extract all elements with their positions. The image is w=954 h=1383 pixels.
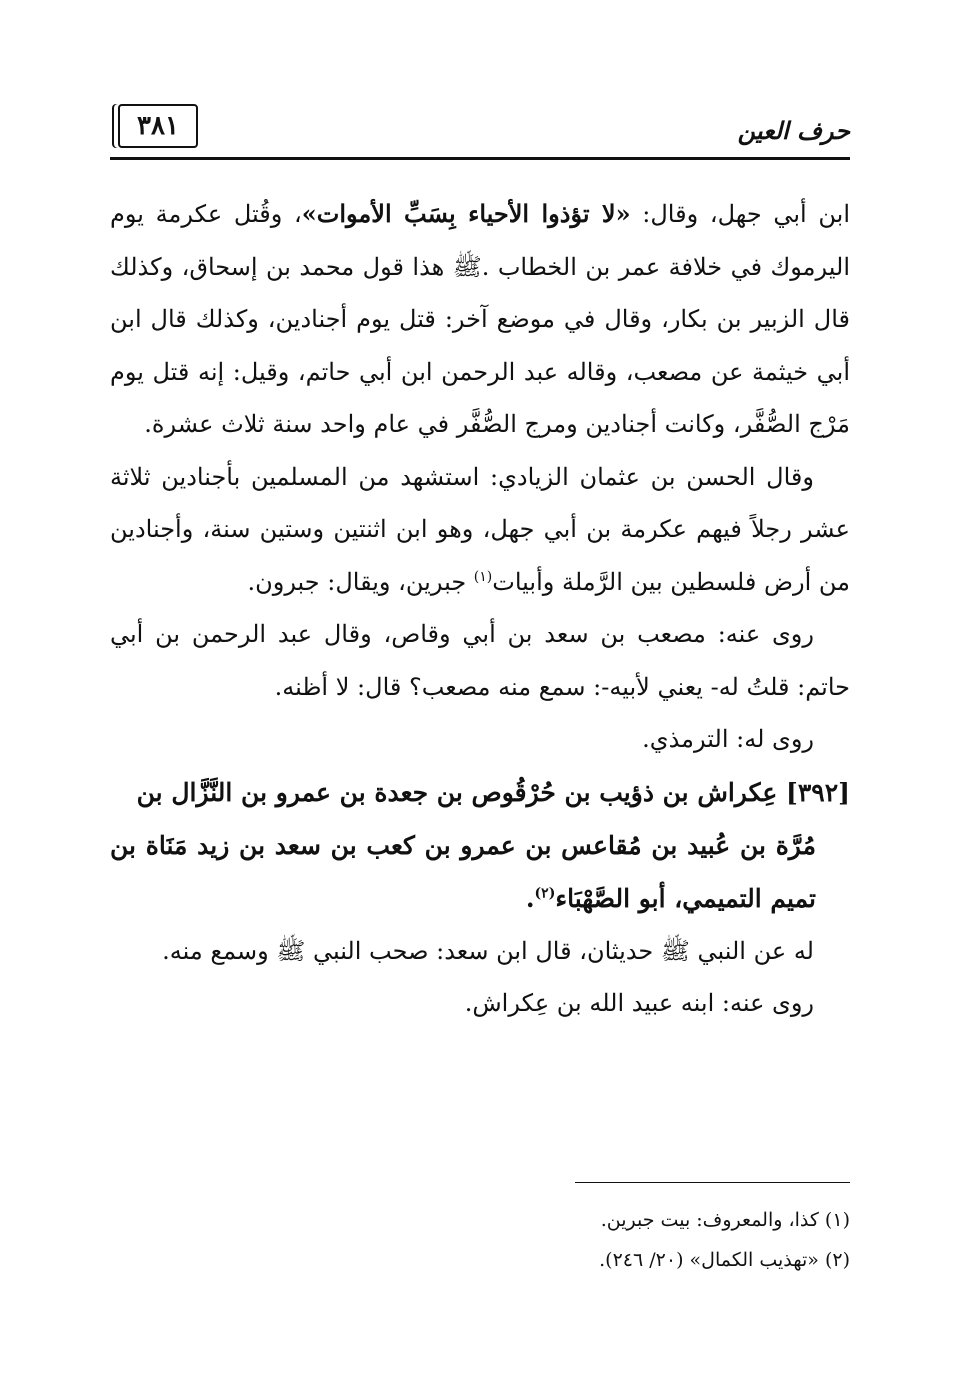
footnote-ref[interactable]: (١): [473, 568, 493, 585]
paragraph: روى عنه: مصعب بن سعد بن أبي وقاص، وقال عبد الرحمن بن أبي حاتم: قلتُ له- يعني لأبيه-: سمع منه مصعب؟ قال: لا أظنه.: [110, 620, 850, 701]
entry-heading-line2: مُرَّة بن عُبيد بن مُقاعس بن عمرو بن كعب بن سعد بن زيد مَنَاة بن تميم التميمي، أبو الصَّهْبَاء: [110, 830, 816, 913]
paragraph: له عن النبي ﷺ حديثان، قال ابن سعد: صحب النبي ﷺ وسمع منه.: [162, 936, 814, 965]
text-segment: ابن أبي جهل، وقال:: [630, 200, 850, 228]
footnote-ref[interactable]: (٢): [534, 885, 556, 902]
running-title: حرف العين: [737, 116, 850, 145]
footnote-rule: [575, 1182, 850, 1183]
entry-heading: [110, 766, 850, 819]
paragraph: روى له: الترمذي.: [642, 725, 814, 753]
paragraph: روى عنه: ابنه عبيد الله بن عِكراش.: [464, 989, 814, 1017]
entry-heading-continued: [110, 819, 850, 925]
header-rule: [110, 157, 850, 160]
text-segment: ، وقُتل عكرمة يوم اليرموك في خلافة عمر بن الخطاب .ﷺ هذا قول محمد بن إسحاق، وكذلك قال الزبير بن بكار، وقال في موضع آخر: قتل يوم أجنادين، وكذلك قال ابن أبي خيثمة عن مصعب، وقاله عبد الرحمن ابن أبي حاتم، وقيل: إنه قتل يوم مَرْج الصُّفَّر، وكانت أجنادين ومرج الصُّفَّر في عام واحد سنة ثلاث عشرة.: [110, 200, 850, 438]
footnotes: [420, 1200, 850, 1280]
text-segment: جبرين، ويقال: جبرون.: [247, 567, 474, 596]
footnote: (١) كذا، والمعروف: بيت جبرين.: [600, 1209, 850, 1231]
body-text: [110, 188, 850, 1030]
hadith-quote: «لا تؤذوا الأحياء بِسَبِّ الأموات»: [301, 199, 631, 228]
page-header: [110, 98, 850, 160]
paragraph: [110, 188, 850, 451]
page-number: ٣٨١: [118, 104, 198, 148]
paragraph: [110, 451, 850, 609]
entry-heading-line1: [٣٩٢] عِكراش بن ذؤيب بن حُرْقُوص بن جعدة بن عمرو بن النَّزَّال بن: [136, 777, 850, 807]
text-segment: .: [525, 883, 535, 913]
footnote: (٢) «تهذيب الكمال» (٢٠/ ٢٤٦).: [599, 1249, 850, 1271]
text-segment: وقال الحسن بن عثمان الزيادي: استشهد من المسلمين بأجنادين ثلاثة عشر رجلاً فيهم عكرمة بن أبي جهل، وهو ابن اثنتين وستين سنة، وأجنادين من أرض فلسطين بين الرَّملة وأبيات: [110, 462, 850, 596]
